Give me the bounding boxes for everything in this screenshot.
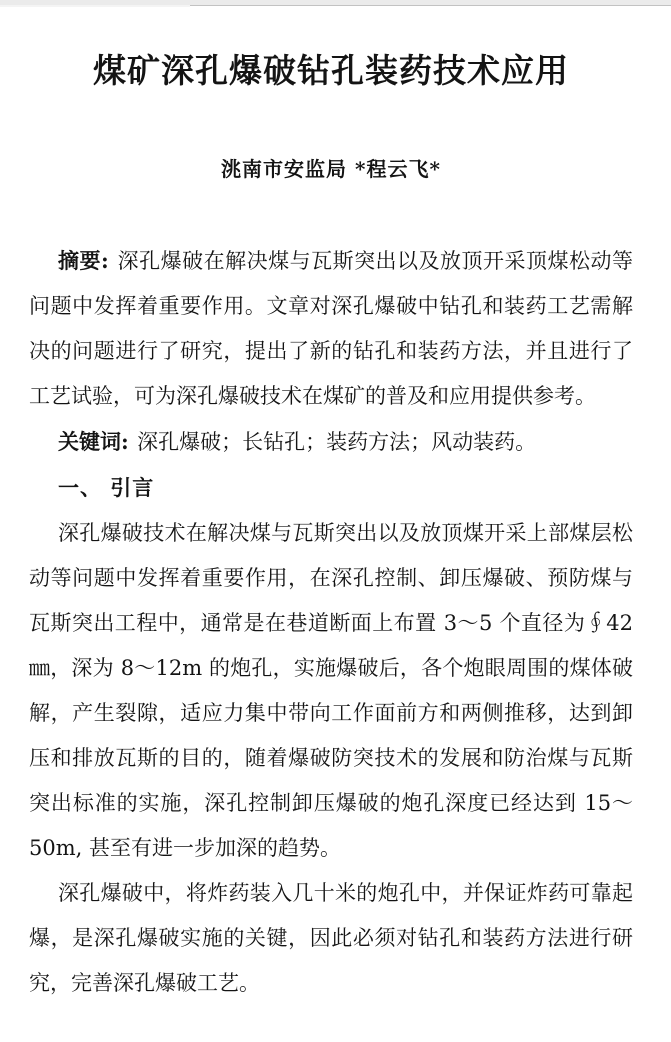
abstract-label: 摘要: [58, 248, 109, 273]
window-top-edge-notch [0, 5, 190, 7]
author-byline: 洮南市安监局 *程云飞* [221, 157, 441, 181]
keywords-text: 深孔爆破；长钻孔；装药方法；风动装药。 [137, 430, 537, 454]
document-page [0, 48, 671, 1006]
section-heading-text: 一、 引言 [58, 475, 155, 500]
document-body [29, 238, 633, 1006]
document-title: 煤矿深孔爆破钻孔装药技术应用 [93, 51, 569, 90]
abstract-text: 深孔爆破在解决煤与瓦斯突出以及放顶开采顶煤松动等问题中发挥着重要作用。文章对深孔爆破中钻孔和装药工艺需解决的问题进行了研究，提出了新的钻孔和装药方法，并且进行了工艺试验，可为深孔爆破技术在煤矿的普及和应用提供参考。 [29, 249, 633, 408]
section-heading-introduction [29, 465, 633, 511]
keywords-paragraph [29, 419, 633, 465]
body-paragraph: 深孔爆破中，将炸药装入几十米的炮孔中，并保证炸药可靠起爆，是深孔爆破实施的关键，因此必须对钻孔和装药方法进行研究，完善深孔爆破工艺。 [29, 881, 633, 995]
keywords-label: 关键词: [58, 429, 129, 454]
body-paragraph: 深孔爆破技术在解决煤与瓦斯突出以及放顶煤开采上部煤层松动等问题中发挥着重要作用，在深孔控制、卸压爆破、预防煤与瓦斯突出工程中，通常是在巷道断面上布置 3～5 个直径为∮42 ㎜，深为 8～12m 的炮孔，实施爆破后，各个炮眼周围的煤体破解，产生裂隙，适应力集中带向工作面前方和两侧推移，达到卸压和排放瓦斯的目的，随着爆破防突技术的发展和防治煤与瓦斯突出标准的实施，深孔控制卸压爆破的炮孔深度已经达到 15～50m, 甚至有进一步加深的趋势。 [29, 521, 633, 860]
window-top-edge [0, 0, 671, 6]
abstract-paragraph [29, 238, 633, 419]
